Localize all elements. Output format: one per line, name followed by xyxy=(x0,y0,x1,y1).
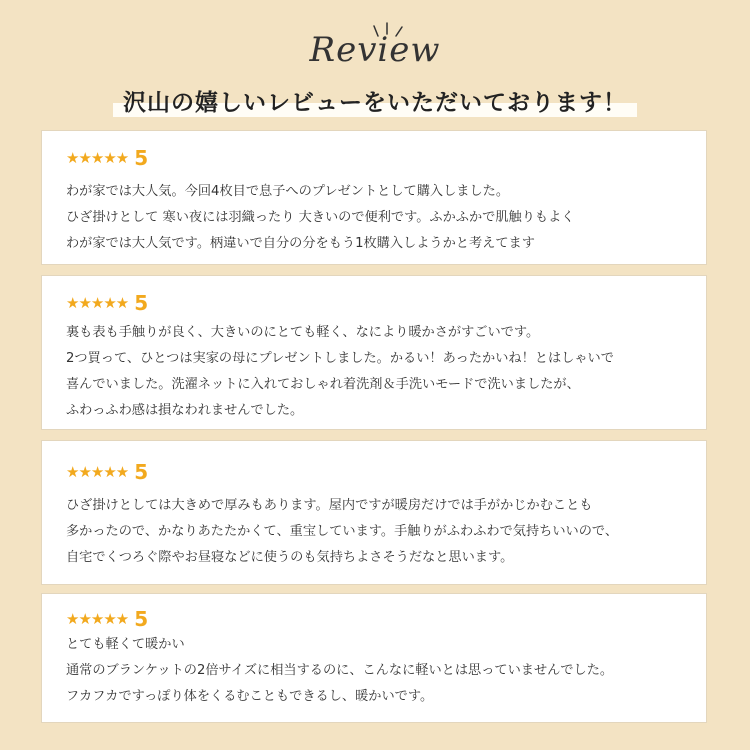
star-rating-icon: ★★★★★ xyxy=(66,463,129,481)
review-text-line: ひざ掛けとしては大きめで厚みもあります。屋内ですが暖房だけでは手がかじかむことも xyxy=(66,498,593,513)
review-logo: Review xyxy=(309,30,441,70)
headline: 沢山の嬉しいレビューをいただいております！ xyxy=(113,84,637,117)
rating xyxy=(66,606,706,632)
review-card xyxy=(41,275,707,430)
rating-score: 5 xyxy=(134,460,149,484)
review-text-line: とても軽くて暖かい xyxy=(66,637,185,652)
review-text-line: 自宅でくつろぐ際やお昼寝などに使うのも気持ちよさそうだなと思います。 xyxy=(66,550,514,565)
review-text-line: 裏も表も手触りが良く、大きいのにとても軽く、なにより暖かさがすごいです。 xyxy=(66,325,540,340)
rating-score: 5 xyxy=(134,607,149,631)
rating-score: 5 xyxy=(134,291,149,315)
star-rating-icon: ★★★★★ xyxy=(66,149,129,167)
review-text-line: 喜んでいました。洗濯ネットに入れておしゃれ着洗剤＆手洗いモードで洗いましたが、 xyxy=(66,377,580,392)
rating-score: 5 xyxy=(134,146,149,170)
header xyxy=(0,0,750,130)
review-text-line: ふわっふわ感は損なわれませんでした。 xyxy=(66,403,304,418)
star-rating-icon: ★★★★★ xyxy=(66,294,129,312)
star-rating-icon: ★★★★★ xyxy=(66,610,129,628)
review-text-line: 多かったので、かなりあたたかくて、重宝しています。手触りがふわふわで気持ちいいので、 xyxy=(66,524,619,539)
review-text-line: ひざ掛けとして 寒い夜には羽織ったり 大きいので便利です。ふかふかで肌触りもよく xyxy=(66,210,575,225)
review-text-line: フカフカですっぽり体をくるむこともできるし、暖かいです。 xyxy=(66,689,434,704)
rating xyxy=(66,459,706,485)
rating xyxy=(66,145,706,171)
rating xyxy=(66,290,706,316)
review-card xyxy=(41,440,707,585)
review-text-line: わが家では大人気。今回4枚目で息子へのプレゼントとして購入しました。 xyxy=(66,184,510,199)
review-text-line: わが家では大人気です。柄違いで自分の分をもう1枚購入しようかと考えてます xyxy=(66,236,535,251)
review-text-line: 2つ買って、ひとつは実家の母にプレゼントしました。かるい！あったかいね！とはしゃいで xyxy=(66,351,614,366)
review-card xyxy=(41,130,707,265)
review-text-line: 通常のブランケットの2倍サイズに相当するのに、こんなに軽いとは思っていませんでした。 xyxy=(66,663,614,678)
review-card xyxy=(41,593,707,723)
